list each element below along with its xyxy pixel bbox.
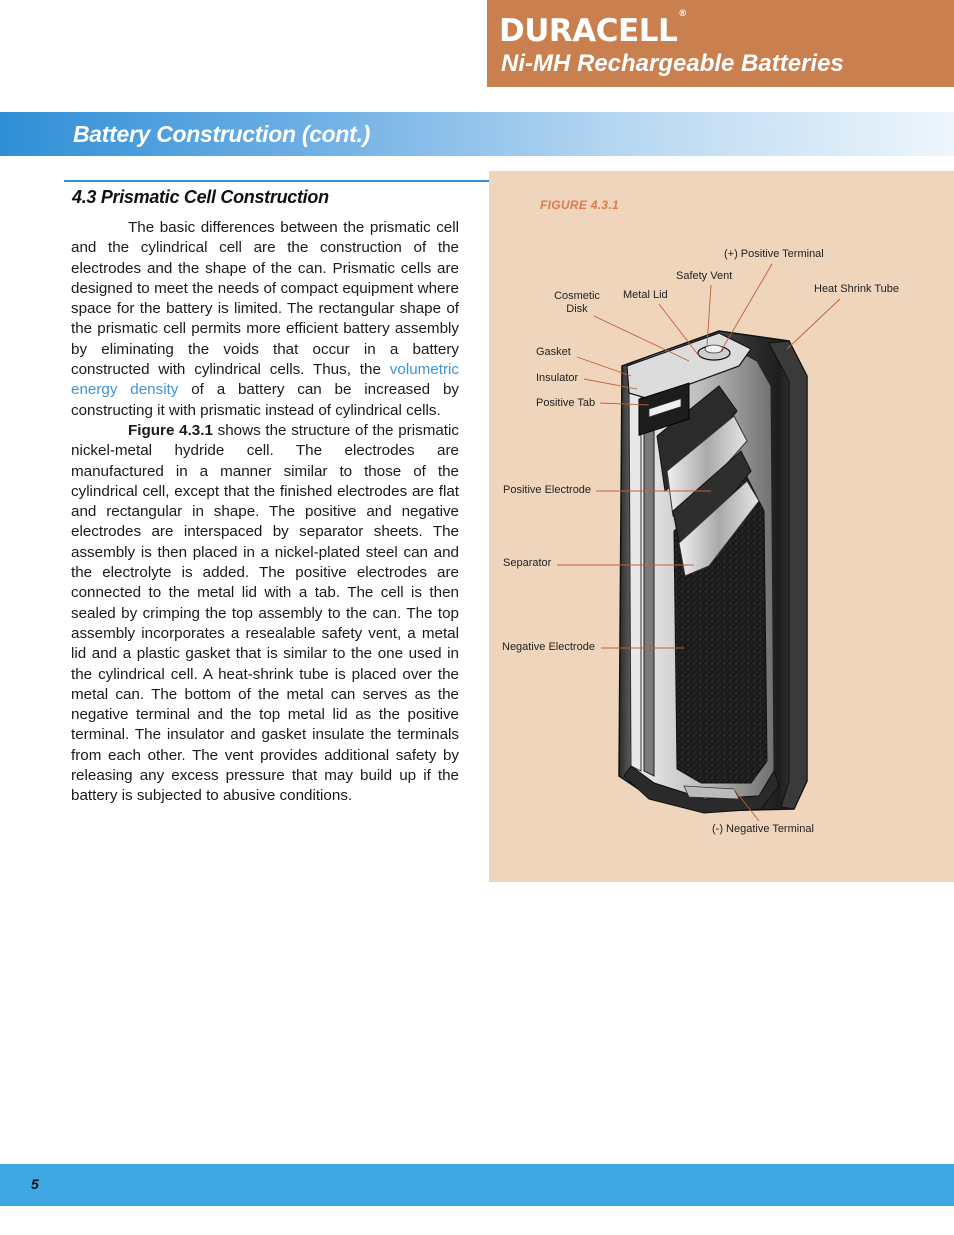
leader-cosmetic-disk — [594, 316, 689, 361]
volumetric-energy-density-link[interactable]: volumetric energy density — [71, 361, 459, 399]
paragraph-2-text: shows the structure of the prismatic nickel-metal hydride cell. The electrodes are manufactured in a manner similar to those of the cylindrical cell, except that the finished electrodes are flat and rectangular in shape. The positive and negative electrodes are interspaced by separator sheets. The assembly is then placed in a nickel-plated steel can and the electrolyte is added. The positive electrodes are connected to the metal lid with a tab. The cell is then sealed by crimping the top assembly to the can. The top assembly incorporates a resealable safety vent, a metal lid and a plastic gasket that is similar to the one used in the cylindrical cell. A heat-shrink tube is placed over the metal can. The bottom of the metal can serves as the negative terminal and the top metal lid as the positive terminal. The insulator and gasket insulate the terminals from each other. The vent provides additional safety by releasing any excess pressure that may build up if the battery is subjected to abusive conditions. — [71, 421, 459, 805]
callout-heat-shrink-tube: Heat Shrink Tube — [814, 283, 899, 295]
section-title: Battery Construction (cont.) — [73, 121, 370, 147]
paragraph-1-text-b: of a battery can be increased by constructing it with prismatic instead of cylindrical cells. — [71, 381, 459, 419]
brand-header — [487, 0, 954, 87]
callout-insulator: Insulator — [536, 372, 579, 384]
callout-cosmetic-disk-line-2: Disk — [566, 303, 588, 315]
product-subtitle: Ni-MH Rechargeable Batteries — [501, 50, 844, 77]
callout-positive-terminal: (+) Positive Terminal — [724, 248, 824, 260]
page-number: 5 — [31, 1176, 39, 1192]
callout-metal-lid: Metal Lid — [623, 289, 668, 301]
inner-wall-layer — [644, 383, 654, 776]
brand-name: DURACELL — [499, 13, 678, 49]
subsection-title: 4.3 Prismatic Cell Construction — [72, 187, 329, 207]
callout-safety-vent: Safety Vent — [676, 270, 733, 282]
registered-mark: ® — [678, 8, 687, 19]
paragraph-1 — [71, 218, 459, 421]
figure-reference[interactable]: Figure 4.3.1 — [128, 421, 213, 439]
section-banner — [0, 112, 954, 156]
callout-positive-electrode: Positive Electrode — [503, 484, 592, 496]
callout-gasket: Gasket — [536, 346, 571, 358]
figure-label: FIGURE 4.3.1 — [540, 198, 619, 212]
leader-heat-shrink-tube — [787, 299, 840, 349]
figure-panel — [489, 171, 954, 882]
callout-separator: Separator — [503, 557, 552, 569]
paragraph-1-text-a: The basic differences between the prismatic cell and the cylindrical cell are the construction of the electrodes and the shape of the can. Prismatic cells are designed to meet the needs of compact equipment where space for the battery is limited. The rectangular shape of the prismatic cell permits more efficient battery assembly by eliminating the voids that occur in a battery constructed with cylindrical cells. Thus, the — [71, 219, 459, 379]
subsection-rule — [64, 180, 489, 182]
footer-bar — [0, 1164, 954, 1206]
callout-cosmetic-disk — [553, 290, 601, 316]
body-text — [71, 218, 459, 807]
callout-negative-terminal: (-) Negative Terminal — [712, 823, 814, 835]
duracell-logo — [499, 8, 687, 49]
safety-vent — [705, 345, 723, 353]
callout-cosmetic-disk-line-1: Cosmetic — [554, 290, 600, 302]
callout-negative-electrode: Negative Electrode — [502, 641, 595, 653]
paragraph-2 — [71, 421, 459, 807]
callout-positive-tab: Positive Tab — [536, 397, 596, 409]
